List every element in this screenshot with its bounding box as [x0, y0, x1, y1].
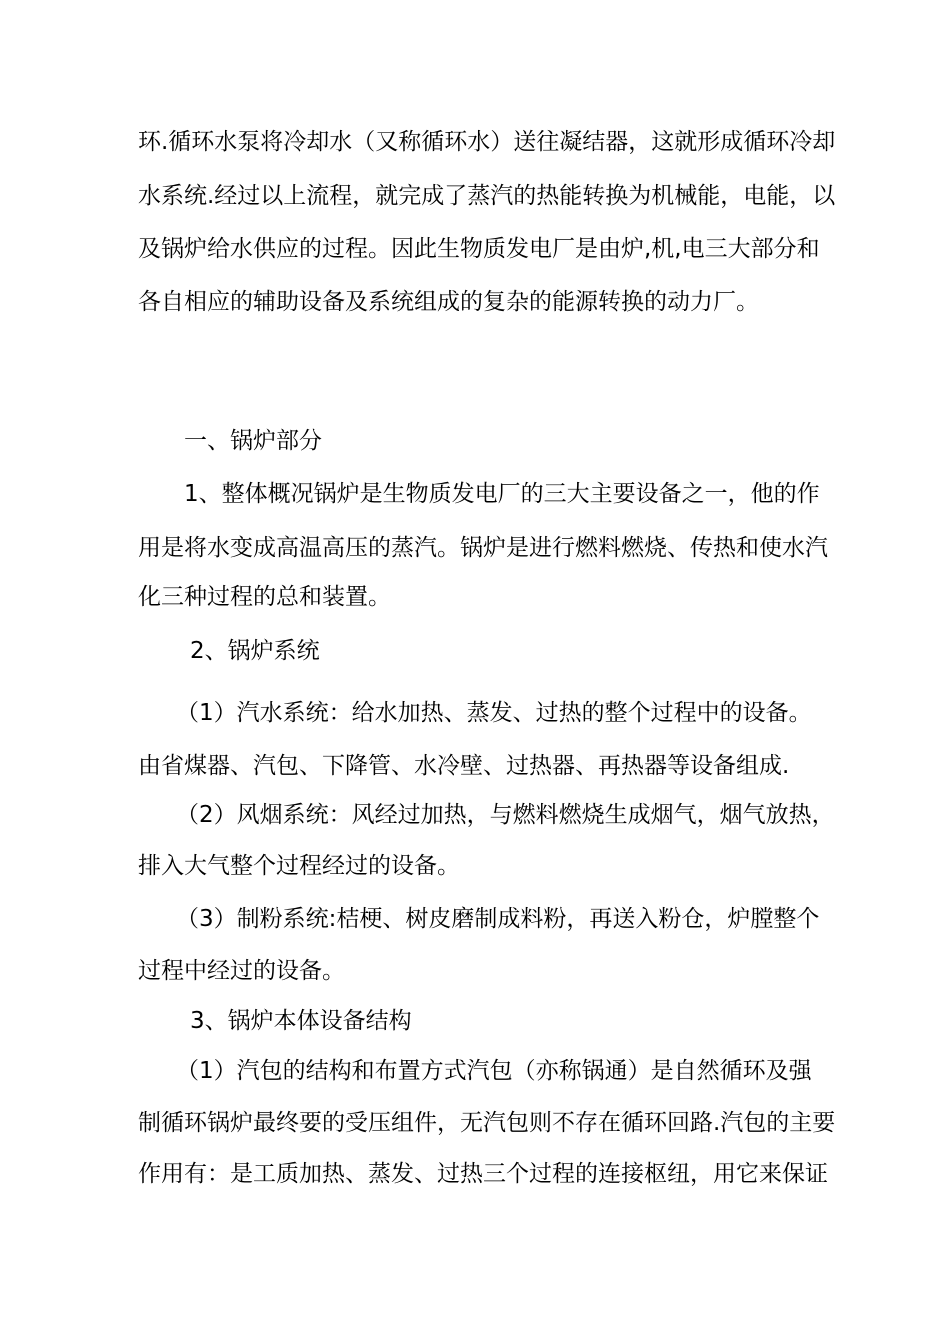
paragraph-line: 过程中经过的设备。 — [138, 958, 345, 984]
paragraph-line: 水系统.经过以上流程，就完成了蒸汽的热能转换为机械能，电能，以 — [138, 183, 836, 209]
subsection-heading: 2、锅炉系统 — [190, 638, 320, 664]
paragraph-line: （3）制粉系统:桔梗、树皮磨制成料粉，再送入粉仓，炉膛整个 — [176, 906, 820, 932]
paragraph-line: 1、整体概况锅炉是生物质发电厂的三大主要设备之一，他的作 — [184, 481, 820, 507]
paragraph-line: 作用有：是工质加热、蒸发、过热三个过程的连接枢纽，用它来保证 — [138, 1161, 828, 1187]
paragraph-line: （2）风烟系统：风经过加热，与燃料燃烧生成烟气，烟气放热， — [176, 802, 835, 828]
paragraph-line: 用是将水变成高温高压的蒸汽。锅炉是进行燃料燃烧、传热和使水汽 — [138, 535, 828, 561]
paragraph-line: 环.循环水泵将冷却水（又称循环水）送往凝结器，这就形成循环冷却 — [138, 129, 836, 155]
paragraph-line: 及锅炉给水供应的过程。因此生物质发电厂是由炉,机,电三大部分和 — [138, 236, 820, 262]
paragraph-line: 各自相应的辅助设备及系统组成的复杂的能源转换的动力厂。 — [138, 289, 759, 315]
paragraph-line: 化三种过程的总和装置。 — [138, 584, 391, 610]
paragraph-line: 由省煤器、汽包、下降管、水冷壁、过热器、再热器等设备组成. — [138, 753, 790, 779]
paragraph-line: （1）汽包的结构和布置方式汽包（亦称锅通）是自然循环及强 — [176, 1058, 812, 1084]
subsection-heading: 3、锅炉本体设备结构 — [190, 1008, 412, 1034]
section-heading: 一、锅炉部分 — [184, 428, 322, 454]
paragraph-line: 排入大气整个过程经过的设备。 — [138, 853, 460, 879]
paragraph-line: （1）汽水系统：给水加热、蒸发、过热的整个过程中的设备。 — [176, 700, 812, 726]
paragraph-line: 制循环锅炉最终要的受压组件，无汽包则不存在循环回路.汽包的主要 — [138, 1110, 836, 1136]
